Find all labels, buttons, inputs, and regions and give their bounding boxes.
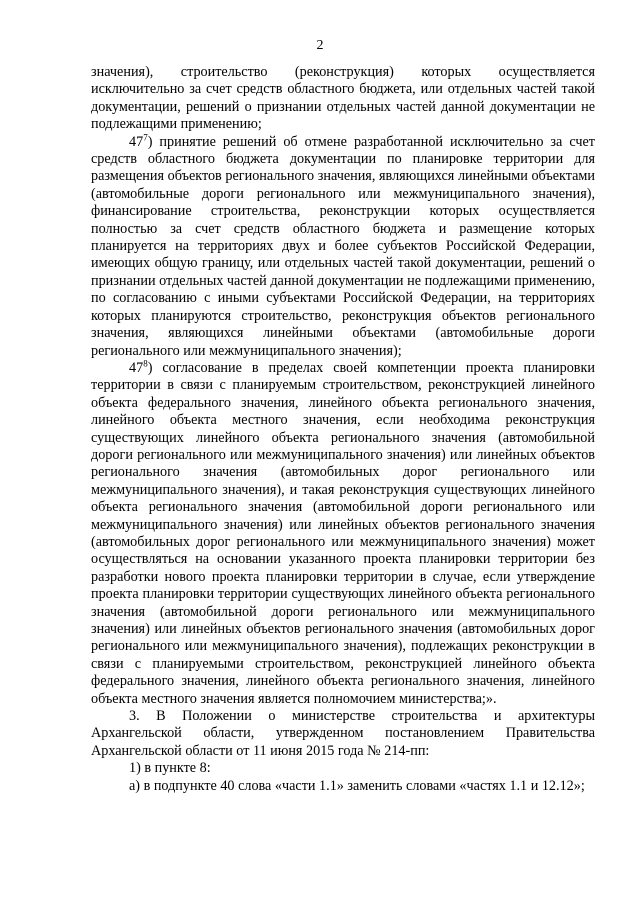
item-text: ) принятие решений об отмене разработанной исключительно за счет средств областного бюджета документации по планировке территории для размещения объектов регионального значения, являющихся линейными объектами (автомобильные дороги регионального или межмуниципального значения), финансирование строительства, реконструкции которых осуществляется полностью за счет средств областного бюджета и размещение которых планируется на территориях двух и более субъектов Российской Федерации, имеющих общую границу, или отдельных частей такой документации, решений о признании отдельных частей данной документации не подлежащими применению, по согласованию с иными субъектами Российской Федерации, на территориях которых планируются строительство, реконструкция объектов регионального значения, являющихся линейными объектами (автомобильные дороги регионального или межмуниципального значения); (91, 133, 595, 359)
paragraph-subpoint-a: а) в подпункте 40 слова «части 1.1» заменить словами «частях 1.1 и 12.12»; (129, 777, 585, 794)
paragraph-section-3: 3. В Положении о министерстве строительства и архитектуры Архангельской области, утвержденном постановлением Правительства Архангельской области от 11 июня 2015 года № 214-пп: (91, 708, 595, 759)
paragraph-point-1: 1) в пункте 8: (129, 760, 211, 777)
item-number: 47 (129, 359, 144, 376)
paragraph-item-47-8 (91, 360, 595, 708)
document-body (91, 64, 595, 795)
item-superscript: 7 (143, 131, 148, 142)
item-text: ) согласование в пределах своей компетенции проекта планировки территории в связи с планируемым строительством, реконструкцией линейного объекта федерального значения, линейного объекта регионального значения, линейного объекта местного значения, если необходима реконструкция существующих линейного объекта регионального значения (автомобильной дороги регионального или межмуниципального значения) или линейных объектов регионального значения (автомобильных дорог регионального или межмуниципального значения), и такая реконструкция существующих линейного объекта регионального значения (автомобильной дороги регионального или межмуниципального значения) или линейных объектов регионального значения (автомобильных дорог регионального или межмуниципального значения) может осуществляться на основании указанного проекта планировки территории без разработки нового проекта планировки территории в случае, если утверждение проекта планировки территории существующих линейного объекта регионального значения (автомобильной дороги регионального или межмуниципального значения) или линейных объектов регионального значения (автомобильных дорог регионального или межмуниципального значения), подлежащих реконструкции в связи с планируемыми строительством, реконструкцией линейного объекта федерального значения, линейного объекта регионального значения, линейного объекта местного значения является полномочием министерства;». (91, 359, 595, 707)
item-number: 47 (129, 133, 144, 150)
paragraph-continuation: значения), строительство (реконструкция) которых осуществляется исключительно за счет средств областного бюджета, или отдельных частей такой документации, решений о признании отдельных частей данной документации не подлежащими применению; (91, 64, 595, 133)
page-number: 2 (316, 38, 324, 53)
paragraph-item-47-7 (91, 131, 595, 360)
item-superscript: 8 (143, 358, 148, 369)
